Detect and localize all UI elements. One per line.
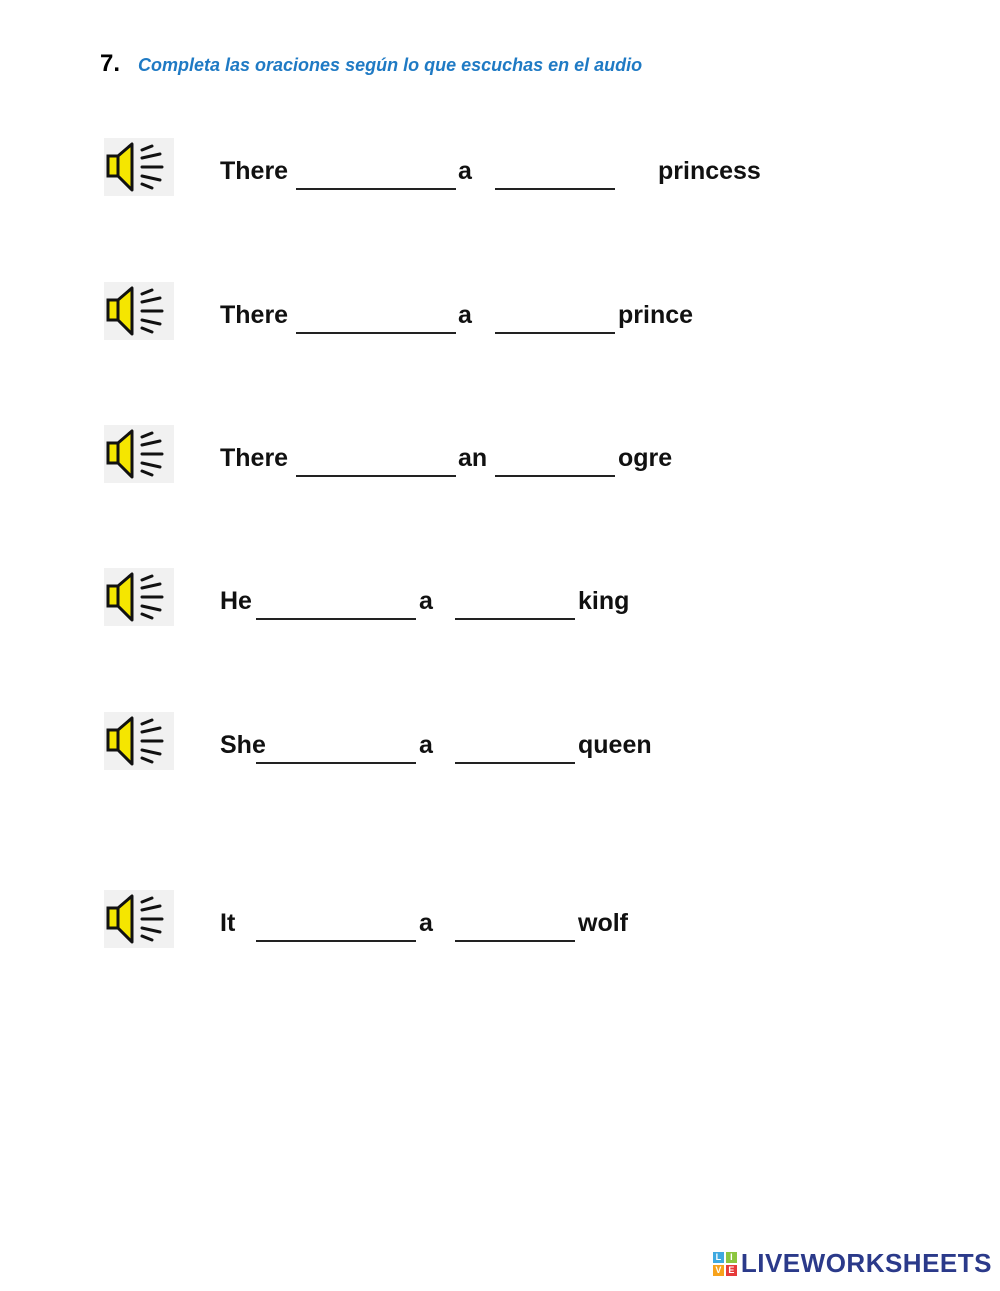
speaker-icon[interactable] — [104, 282, 174, 340]
adjective-blank-line — [495, 332, 615, 334]
verb-blank-input[interactable] — [296, 300, 456, 330]
brand-name: LIVEWORKSHEETS — [740, 1248, 992, 1278]
speaker-icon[interactable] — [104, 568, 174, 626]
verb-blank-input[interactable] — [256, 730, 416, 760]
sentence-subject: There — [220, 444, 289, 472]
adjective-blank-input[interactable] — [495, 443, 615, 473]
exercise-row — [104, 890, 964, 950]
speaker-icon[interactable] — [104, 425, 174, 483]
sentence-noun: wolf — [578, 909, 628, 937]
adjective-blank-input[interactable] — [455, 586, 575, 616]
verb-blank-line — [256, 940, 416, 942]
sentence-subject: There — [220, 157, 289, 185]
sentence-noun: princess — [658, 157, 761, 185]
sentence-subject: He — [220, 587, 252, 615]
sentence-noun: king — [578, 587, 630, 615]
verb-blank-line — [256, 618, 416, 620]
exercise-header — [100, 50, 642, 78]
sentence-subject: There — [220, 301, 289, 329]
adjective-blank-input[interactable] — [455, 730, 575, 760]
speaker-icon[interactable] — [104, 712, 174, 770]
exercise-row — [104, 425, 964, 485]
sentence-subject: She — [220, 731, 266, 759]
liveworksheets-logo — [713, 1248, 992, 1279]
logo-tile: I — [726, 1252, 737, 1263]
adjective-blank-input[interactable] — [495, 300, 615, 330]
verb-blank-line — [296, 475, 456, 477]
logo-tile: L — [713, 1252, 724, 1263]
verb-blank-input[interactable] — [256, 586, 416, 616]
sentence-article: a — [419, 731, 433, 759]
speaker-icon[interactable] — [104, 138, 174, 196]
sentence-article: an — [458, 444, 488, 472]
instruction-text: Completa las oraciones según lo que escuchas en el audio — [138, 55, 643, 75]
adjective-blank-line — [455, 618, 575, 620]
adjective-blank-line — [455, 762, 575, 764]
verb-blank-line — [296, 188, 456, 190]
sentence-article: a — [458, 157, 472, 185]
adjective-blank-line — [495, 188, 615, 190]
sentence-noun: prince — [618, 301, 694, 329]
sentence-noun: ogre — [618, 444, 673, 472]
exercise-row — [104, 138, 964, 198]
adjective-blank-line — [455, 940, 575, 942]
verb-blank-input[interactable] — [296, 156, 456, 186]
logo-tile: E — [726, 1265, 737, 1276]
exercise-row — [104, 282, 964, 342]
sentence-article: a — [419, 909, 433, 937]
logo-tile: V — [713, 1265, 724, 1276]
sentence-article: a — [458, 301, 472, 329]
sentence-subject: It — [220, 909, 236, 937]
exercise-row — [104, 712, 964, 772]
verb-blank-input[interactable] — [256, 908, 416, 938]
logo-tiles — [713, 1252, 737, 1276]
speaker-icon[interactable] — [104, 890, 174, 948]
question-number: 7. — [100, 50, 121, 77]
verb-blank-line — [296, 332, 456, 334]
adjective-blank-line — [495, 475, 615, 477]
adjective-blank-input[interactable] — [495, 156, 615, 186]
sentence-article: a — [419, 587, 433, 615]
sentence-noun: queen — [578, 731, 652, 759]
verb-blank-line — [256, 762, 416, 764]
verb-blank-input[interactable] — [296, 443, 456, 473]
exercise-row — [104, 568, 964, 628]
adjective-blank-input[interactable] — [455, 908, 575, 938]
